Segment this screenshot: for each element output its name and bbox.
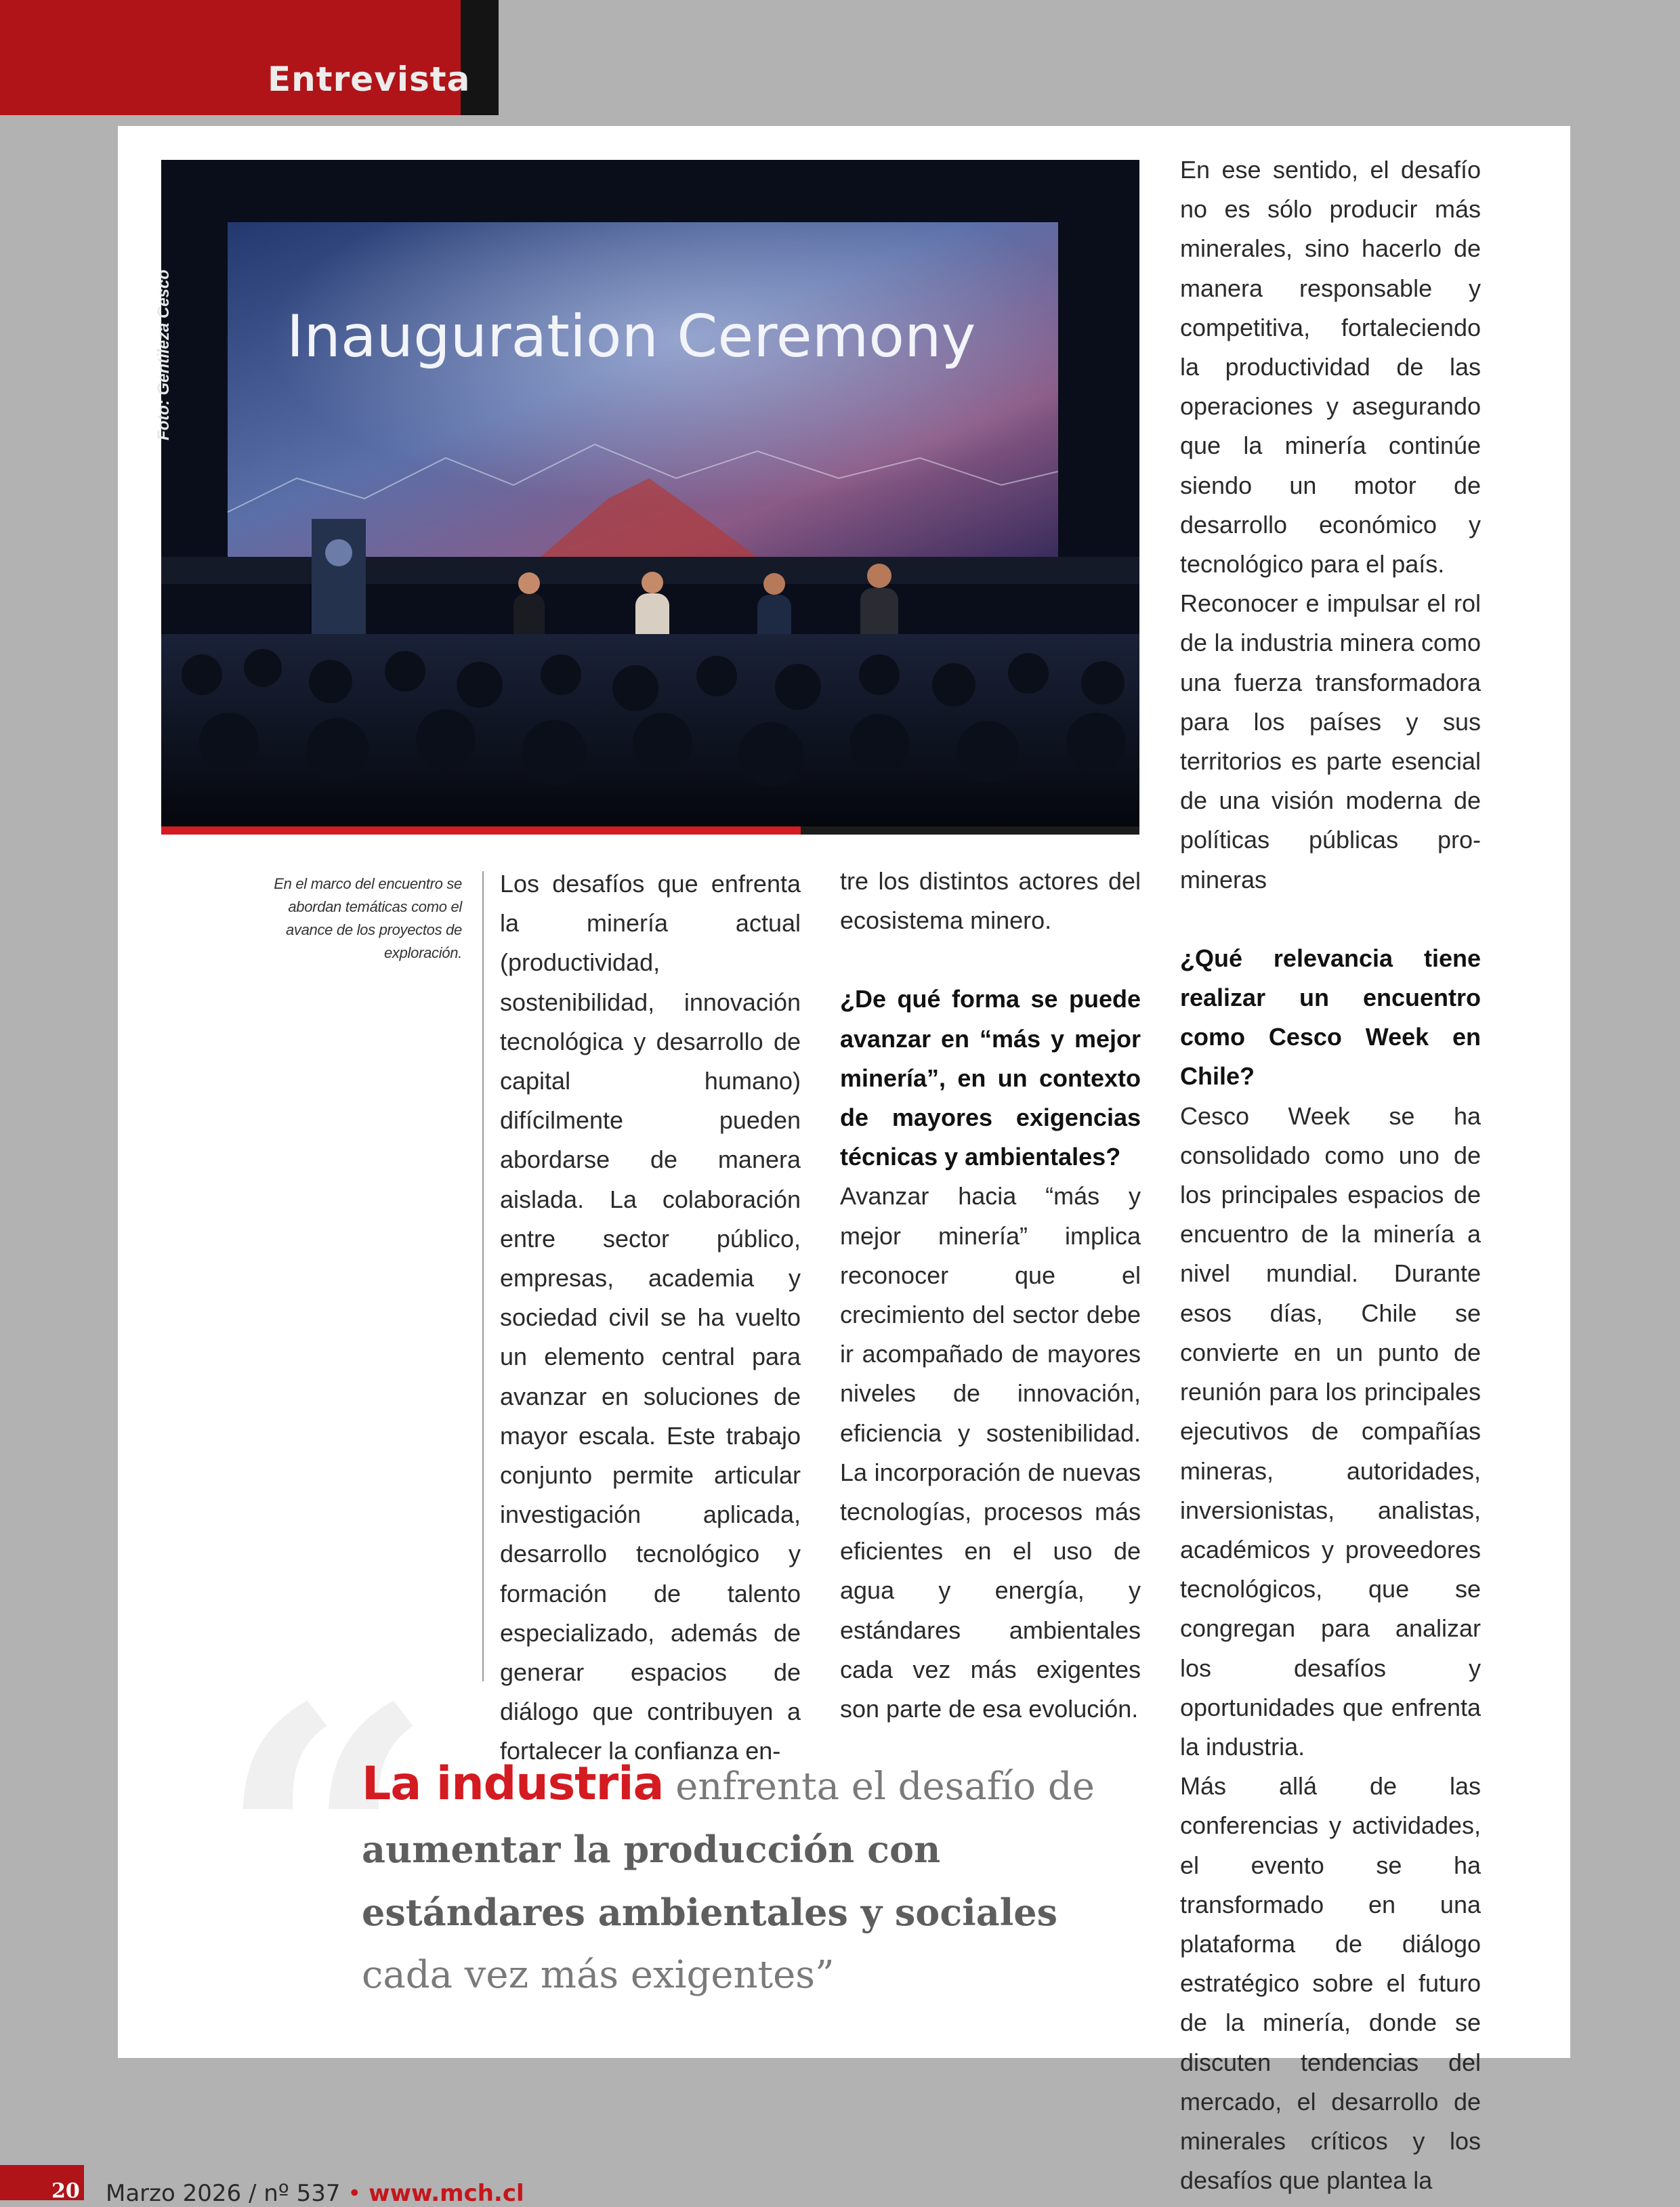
pull-quote-text: cada vez más exigentes”: [362, 1953, 835, 1997]
screen-title: Inauguration Ceremony: [287, 303, 976, 371]
interview-question: ¿De qué forma se puede avanzar en “más y mejor minería”, en un contexto de mayores exigencias técnicas y ambientales?: [840, 985, 1141, 1171]
website-link[interactable]: www.mch.cl: [369, 2180, 524, 2207]
issue-info: Marzo 2026 / nº 537: [106, 2180, 341, 2207]
pull-quote-highlight: La industria: [362, 1757, 664, 1811]
paragraph: Más allá de las conferencias y actividades, el evento se ha transformado en una plataforma de diálogo estratégico sobre el futuro de la minería, donde se discuten tendencias del mercado, el desarrollo de minerales críticos y los desafíos que plantea la: [1180, 1772, 1481, 2195]
section-label: Entrevista: [268, 60, 471, 99]
photo-rule-accent: [161, 826, 801, 835]
pull-quote-bold: aumentar la producción con estándares ambientales y sociales: [362, 1828, 1057, 1934]
paragraph: tre los distintos actores del ecosistema minero.: [840, 867, 1141, 935]
event-photo: [161, 160, 1139, 826]
column-divider: [482, 871, 484, 1681]
pull-quote: [362, 1753, 1141, 2006]
paragraph: Reconocer e impulsar el rol de la industria minera como una fuerza transformadora para los países y sus territorios es parte esencial de una visión moderna de políticas públicas pro-mineras: [1180, 589, 1481, 894]
paragraph: Avanzar hacia “más y mejor minería” implica reconocer que el crecimiento del sector debe ir acompañado de mayores niveles de innovación, eficiencia y sostenibilidad. La incorporación de nuevas tecnologías, procesos más eficientes en el uso de agua y energía, y estándares ambientales cada vez más exigentes son parte de esa evolución.: [840, 1182, 1141, 1723]
article-column-1: [500, 864, 801, 1771]
quote-mark-icon: “: [217, 1626, 436, 2072]
footer: [106, 2180, 524, 2207]
pull-quote-text: enfrenta el desafío de: [663, 1765, 1095, 1809]
interview-question: ¿Qué relevancia tiene realizar un encuentro como Cesco Week en Chile?: [1180, 944, 1481, 1091]
footer-separator: •: [348, 2180, 362, 2207]
paragraph: Cesco Week se ha consolidado como uno de los principales espacios de encuentro de la minería a nivel mundial. Durante esos días, Chile se convierte en un punto de reunión para los principales ejecutivos de compañías mineras, autoridades, inversionistas, analistas, académicos y proveedores tecnológicos, que se congregan para analizar los desafíos y oportunidades que enfrenta la industria.: [1180, 1101, 1481, 1761]
article-column-2: [840, 862, 1141, 1729]
photo-credit: Foto: Gentileza Cesco: [154, 269, 173, 440]
page-number: 20: [51, 2179, 80, 2203]
article-column-3: [1180, 150, 1481, 2200]
paragraph: Los desafíos que enfrenta la minería actual (productividad, sostenibilidad, innovación tecnológica y desarrollo de capital humano) difícilmente pueden abordarse de manera aislada. La colaboración entre sector público, empresas, academia y sociedad civil se ha vuelto un elemento central para avanzar en soluciones de mayor escala. Este trabajo conjunto permite articular investigación aplicada, desarrollo tecnológico y formación de talento especializado, además de generar espacios de diálogo que contribuyen a fortalecer la confianza en-: [500, 870, 801, 1765]
paragraph: En ese sentido, el desafío no es sólo producir más minerales, sino hacerlo de manera responsable y competitiva, fortaleciendo la productividad de las operaciones y asegurando que la minería continúe siendo un motor de desarrollo económico y tecnológico para el país.: [1180, 156, 1481, 579]
photo-caption: En el marco del encuentro se abordan temáticas como el avance de los proyectos de exploración.: [274, 875, 462, 961]
